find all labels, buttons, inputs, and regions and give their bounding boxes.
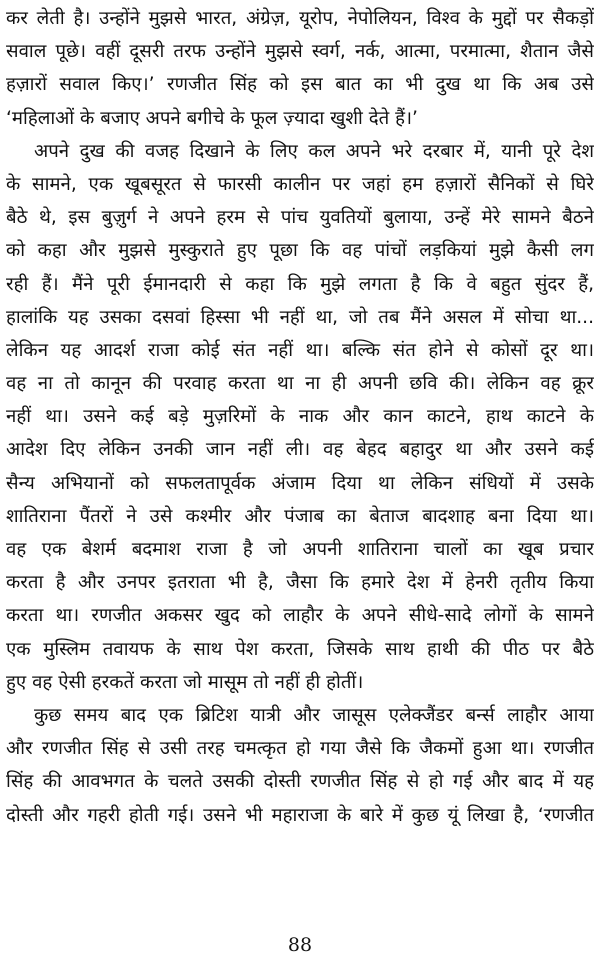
text-line: रही हैं। मैंने पूरी ईमानदारी से कहा कि मुझे लगता है कि वे बहुत सुंदर हैं,	[6, 273, 594, 295]
page-number: 88	[287, 934, 313, 956]
text-line: वह ना तो कानून की परवाह करता था ना ही अपनी छवि की। लेकिन वह क्रूर	[6, 373, 594, 395]
text-line: शातिराना पैंतरों ने उसे कश्मीर और पंजाब का बेताज बादशाह बना दिया था।	[6, 505, 594, 527]
text-line: ‘महिलाओं के बजाए अपने बगीचे के फूल ज़्यादा खुशी देते हैं।’	[6, 107, 418, 129]
text-line: करता है और उनपर इतराता भी है, जैसा कि हमारे देश में हेनरी तृतीय किया	[6, 572, 594, 594]
text-line: आदेश दिए लेकिन उनकी जान नहीं ली। वह बेहद बहादुर था और उसने कई	[6, 439, 594, 461]
text-line: कुछ समय बाद एक ब्रिटिश यात्री और जासूस एलेक्जैंडर बर्न्स लाहौर आया	[34, 704, 594, 726]
text-line: बैठे थे, इस बुज़ुर्ग ने अपने हरम से पांच युवतियों बुलाया, उन्हें मेरे सामने बैठने	[6, 207, 594, 229]
text-line: हुए वह ऐसी हरकतें करता जो मासूम तो नहीं ही होतीं।	[6, 671, 364, 693]
text-line: अपने दुख की वजह दिखाने के लिए कल अपने भरे दरबार में, यानी पूरे देश	[34, 140, 594, 162]
text-line: लेकिन यह आदर्श राजा कोई संत नहीं था। बल्कि संत होने से कोसों दूर था।	[6, 339, 594, 361]
text-line: हज़ारों सवाल किए।’ रणजीत सिंह को इस बात का भी दुख था कि अब उसे	[6, 74, 594, 96]
text-line: दोस्ती और गहरी होती गई। उसने भी महाराजा के बारे में कुछ यूं लिखा है, ‘रणजीत	[6, 804, 594, 826]
text-line: कर लेती है। उन्होंने मुझसे भारत, अंग्रेज़, यूरोप, नेपोलियन, विश्व के मुद्दों पर सैकड़ों	[6, 8, 594, 29]
text-line: हालांकि यह उसका दसवां हिस्सा भी नहीं था, जो तब मैंने असल में सोचा था...	[6, 306, 594, 328]
text-line: और रणजीत सिंह से उसी तरह चमत्कृत हो गया जैसे कि जैकमों हुआ था। रणजीत	[6, 738, 594, 760]
text-line: सैन्य अभियानों को सफलतापूर्वक अंजाम दिया था लेकिन संधियों में उसके	[6, 472, 594, 494]
text-line: को कहा और मुझसे मुस्कुराते हुए पूछा कि वह पांचों लड़कियां मुझे कैसी लग	[6, 240, 594, 262]
text-line: एक मुस्लिम तवायफ के साथ पेश करता, जिसके साथ हाथी की पीठ पर बैठे	[6, 638, 594, 660]
text-line: के सामने, एक खूबसूरत से फारसी कालीन पर जहां हम हज़ारों सैनिकों से घिरे	[6, 173, 594, 195]
body-text	[6, 2, 594, 832]
text-line: वह एक बेशर्म बदमाश राजा है जो अपनी शातिराना चालों का खूब प्रचार	[6, 539, 594, 560]
text-line: नहीं था। उसने कई बड़े मुज़रिमों के नाक और कान काटने, हाथ काटने के	[6, 406, 594, 428]
text-line: सिंह की आवभगत के चलते उसकी दोस्ती रणजीत सिंह से हो गई और बाद में यह	[6, 771, 594, 793]
text-line: सवाल पूछे। वहीं दूसरी तरफ उन्होंने मुझसे स्वर्ग, नर्क, आत्मा, परमात्मा, शैतान जैसे	[6, 41, 594, 63]
text-line: करता था। रणजीत अकसर खुद को लाहौर के अपने सीधे-सादे लोगों के सामने	[6, 605, 594, 627]
